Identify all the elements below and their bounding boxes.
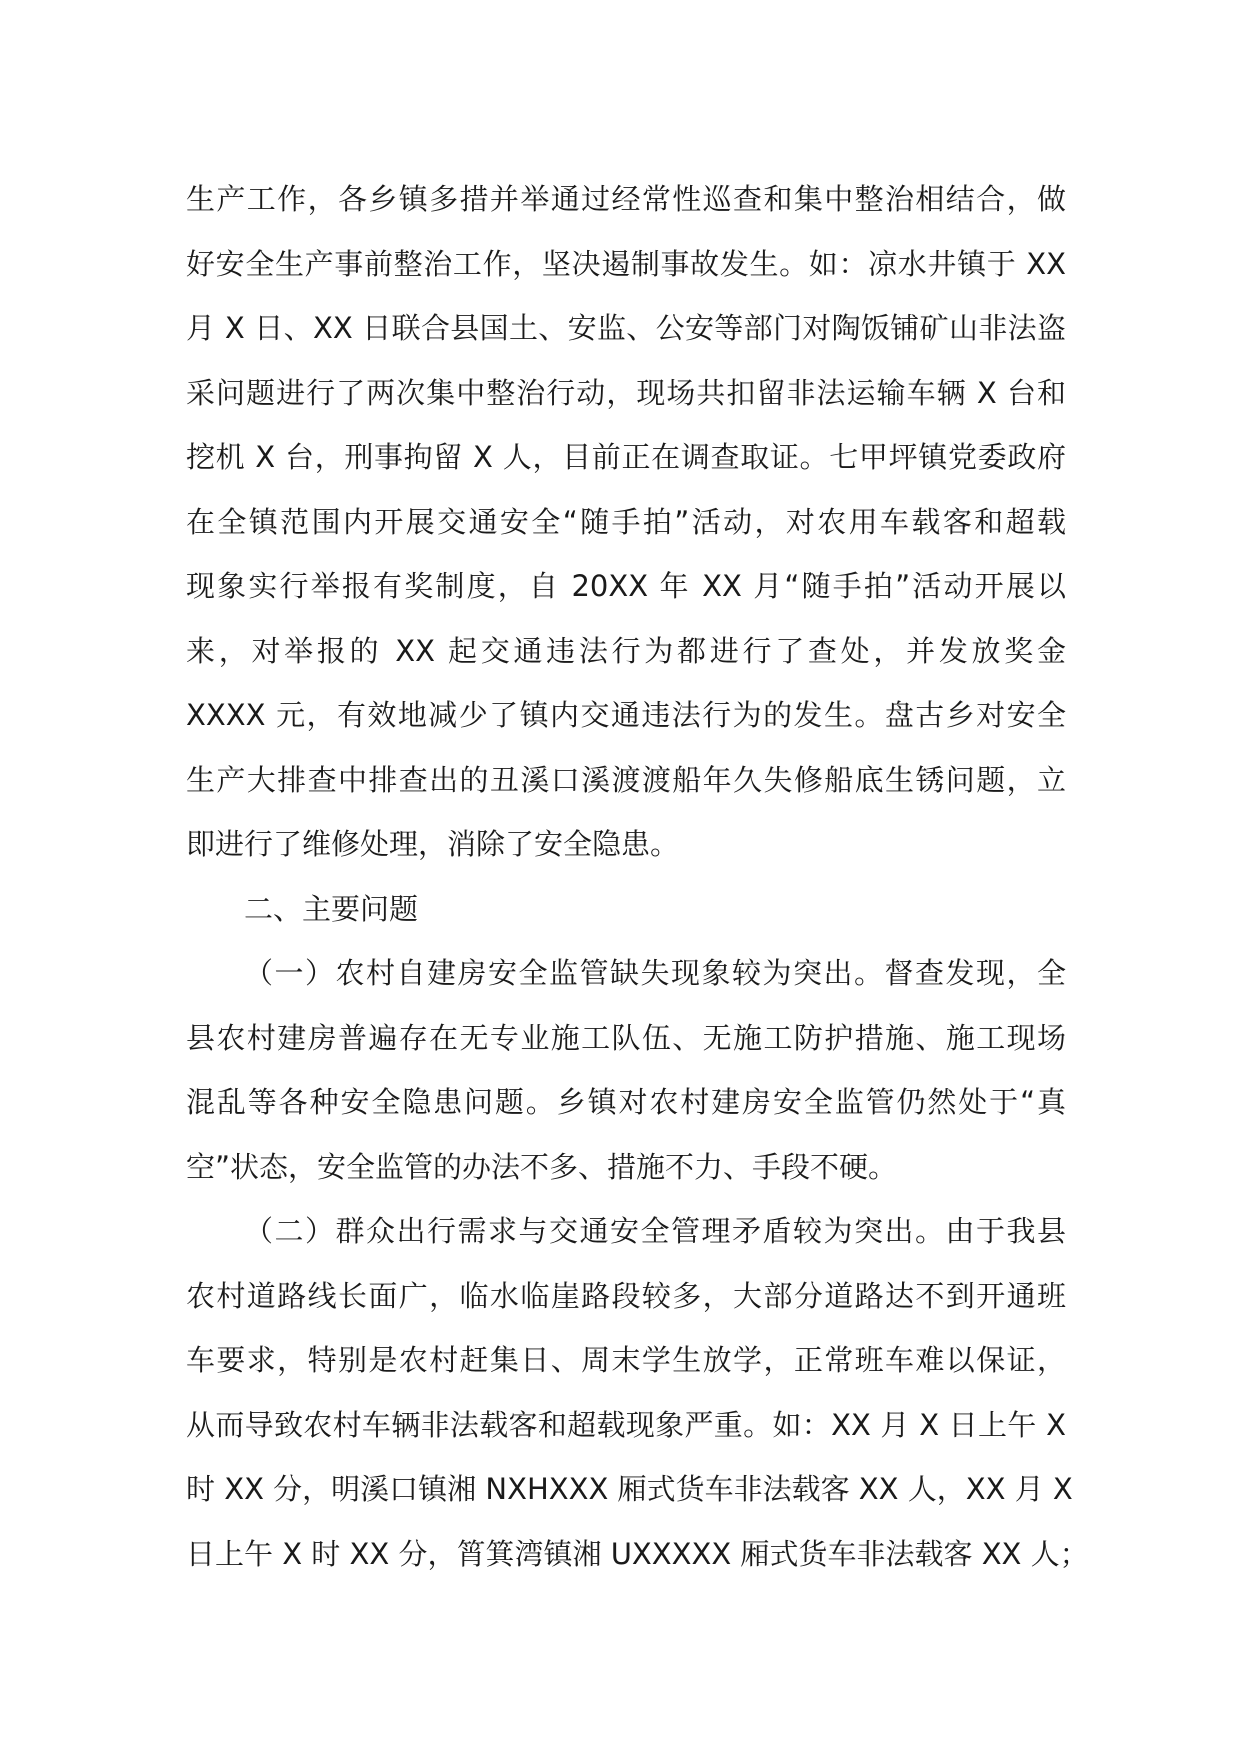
text-line: 农村道路线长面广，临水临崖路段较多，大部分道路达不到开通班: [186, 1278, 1066, 1313]
text-line: 即进行了维修处理，消除了安全隐患。: [186, 827, 680, 861]
text-line: 生产工作，各乡镇多措并举通过经常性巡查和集中整治相结合，做: [186, 182, 1066, 216]
body-text: [186, 167, 1089, 1586]
text-line: 月 X 日、XX 日联合县国土、安监、公安等部门对陶饭铺矿山非法盗: [186, 311, 1066, 345]
text-line: 混乱等各种安全隐患问题。乡镇对农村建房安全监管仍然处于“真: [186, 1085, 1066, 1119]
text-line: 从而导致农村车辆非法载客和超载现象严重。如：XX 月 X 日上午 X: [186, 1407, 1066, 1442]
text-line: 时 XX 分，明溪口镇湘 NXHXXX 厢式货车非法载客 XX 人，XX 月 X: [186, 1472, 1073, 1506]
text-line: XXXX 元，有效地减少了镇内交通违法行为的发生。盘古乡对安全: [186, 698, 1066, 732]
text-line: 生产大排查中排查出的丑溪口溪渡渡船年久失修船底生锈问题，立: [186, 762, 1066, 797]
text-line: 空”状态，安全监管的办法不多、措施不力、手段不硬。: [186, 1149, 898, 1184]
text-line: 采问题进行了两次集中整治行动，现场共扣留非法运输车辆 X 台和: [186, 375, 1066, 410]
text-line: （二）群众出行需求与交通安全管理矛盾较为突出。由于我县: [244, 1214, 1066, 1248]
text-line: 车要求，特别是农村赶集日、周末学生放学，正常班车难以保证，: [186, 1343, 1066, 1377]
text-line: （一）农村自建房安全监管缺失现象较为突出。督查发现，全: [244, 956, 1066, 990]
text-line: 来，对举报的 XX 起交通违法行为都进行了查处，并发放奖金: [186, 633, 1066, 668]
text-line: 县农村建房普遍存在无专业施工队伍、无施工防护措施、施工现场: [186, 1020, 1066, 1055]
text-line: 挖机 X 台，刑事拘留 X 人，目前正在调查取证。七甲坪镇党委政府: [186, 440, 1066, 474]
text-line: 二、主要问题: [244, 891, 419, 926]
text-line: 现象实行举报有奖制度，自 20XX 年 XX 月“随手拍”活动开展以: [186, 569, 1066, 603]
text-line: 在全镇范围内开展交通安全“随手拍”活动，对农用车载客和超载: [186, 504, 1066, 539]
text-line: 好安全生产事前整治工作，坚决遏制事故发生。如：凉水井镇于 XX: [186, 246, 1066, 281]
text-line: 日上午 X 时 XX 分，筲箕湾镇湘 UXXXXX 厢式货车非法载客 XX 人；: [186, 1536, 1089, 1571]
